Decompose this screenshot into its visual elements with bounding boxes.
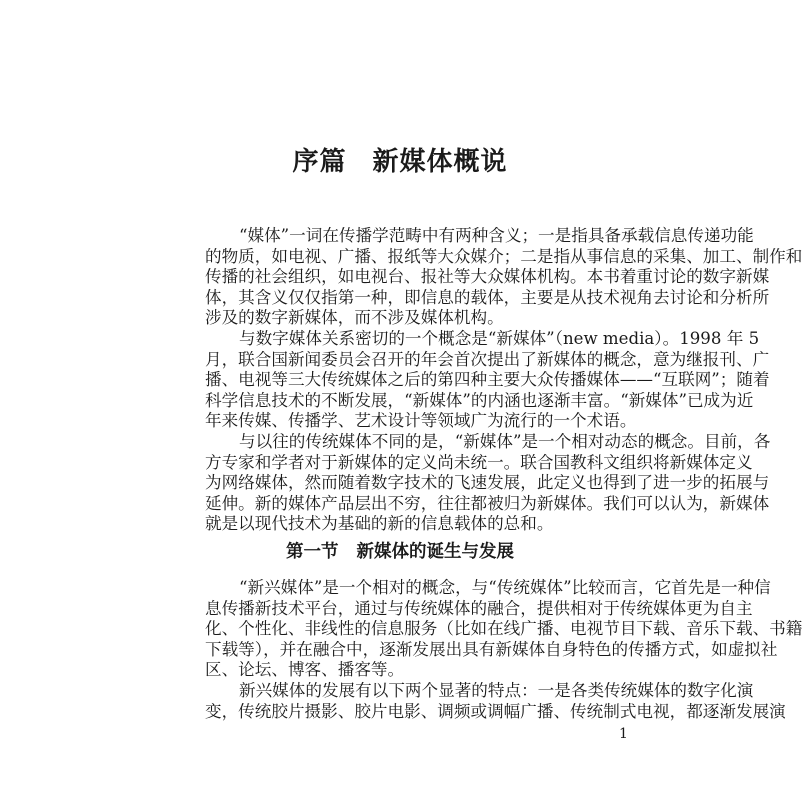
chapter-title xyxy=(0,146,800,178)
text-line: 月，联合国新闻委员会召开的年会首次提出了新媒体的概念，意为继报刊、广 xyxy=(205,349,770,369)
text-line: 体，其含义仅仅指第一种，即信息的载体，主要是从技术视角去讨论和分析所 xyxy=(205,287,770,307)
section-name: 新媒体的诞生与发展 xyxy=(356,542,514,562)
section-heading xyxy=(0,541,800,563)
text-line: 方专家和学者对于新媒体的定义尚未统一。联合国教科文组织将新媒体定义 xyxy=(205,452,753,472)
text-line: 播、电视等三大传统媒体之后的第四种主要大众传播媒体——“互联网”；随着 xyxy=(205,370,770,390)
paragraph xyxy=(205,431,771,535)
paragraph xyxy=(205,680,786,722)
text-line: “媒体”一词在传播学范畴中有两种含义；一是指具备承载信息传递功能 xyxy=(239,226,754,245)
section-text xyxy=(205,578,802,722)
chapter-name: 新媒体概说 xyxy=(372,147,508,177)
text-line: 科学信息技术的不断发展，“新媒体”的内涵也逐渐丰富。“新媒体”已成为近 xyxy=(205,390,754,410)
paragraph xyxy=(205,328,770,432)
text-line: 息传播新技术平台，通过与传统媒体的融合，提供相对于传统媒体更为自主 xyxy=(205,598,753,618)
chapter-part: 序篇 xyxy=(292,147,347,177)
text-line: 区、论坛、博客、播客等。 xyxy=(205,660,405,680)
text-line: 年来传媒、传播学、艺术设计等领域广为流行的一个术语。 xyxy=(205,411,637,431)
text-line: 就是以现代技术为基础的新的信息载体的总和。 xyxy=(205,514,554,534)
paragraph xyxy=(205,578,802,681)
section-number: 第一节 xyxy=(286,542,339,562)
paragraph xyxy=(205,226,802,329)
text-line: 与数字媒体关系密切的一个概念是“新媒体”（new media）。1998 年 5 xyxy=(239,328,760,348)
text-line: 化、个性化、非线性的信息服务（比如在线广播、电视节目下载、音乐下载、书籍 xyxy=(205,619,802,639)
intro-text xyxy=(205,226,802,535)
text-line: 的物质，如电视、广播、报纸等大众媒介；二是指从事信息的采集、加工、制作和 xyxy=(205,246,802,266)
text-line: “新兴媒体”是一个相对的概念，与“传统媒体”比较而言，它首先是一种信 xyxy=(239,578,771,597)
page-number: 1 xyxy=(619,726,628,742)
text-line: 下载等），并在融合中，逐渐发展出具有新媒体自身特色的传播方式，如虚拟社 xyxy=(205,639,778,659)
text-line: 新兴媒体的发展有以下两个显著的特点：一是各类传统媒体的数字化演 xyxy=(239,680,754,700)
text-line: 传播的社会组织，如电视台、报社等大众媒体机构。本书着重讨论的数字新媒 xyxy=(205,267,770,287)
text-line: 为网络媒体，然而随着数字技术的飞速发展，此定义也得到了进一步的拓展与 xyxy=(205,473,770,493)
text-line: 与以往的传统媒体不同的是，“新媒体”是一个相对动态的概念。目前，各 xyxy=(239,431,771,451)
text-line: 变，传统胶片摄影、胶片电影、调频或调幅广播、传统制式电视，都逐渐发展演 xyxy=(205,701,786,721)
text-line: 延伸。新的媒体产品层出不穷，往往都被归为新媒体。我们可以认为，新媒体 xyxy=(205,493,770,513)
text-line: 涉及的数字新媒体，而不涉及媒体机构。 xyxy=(205,308,504,328)
